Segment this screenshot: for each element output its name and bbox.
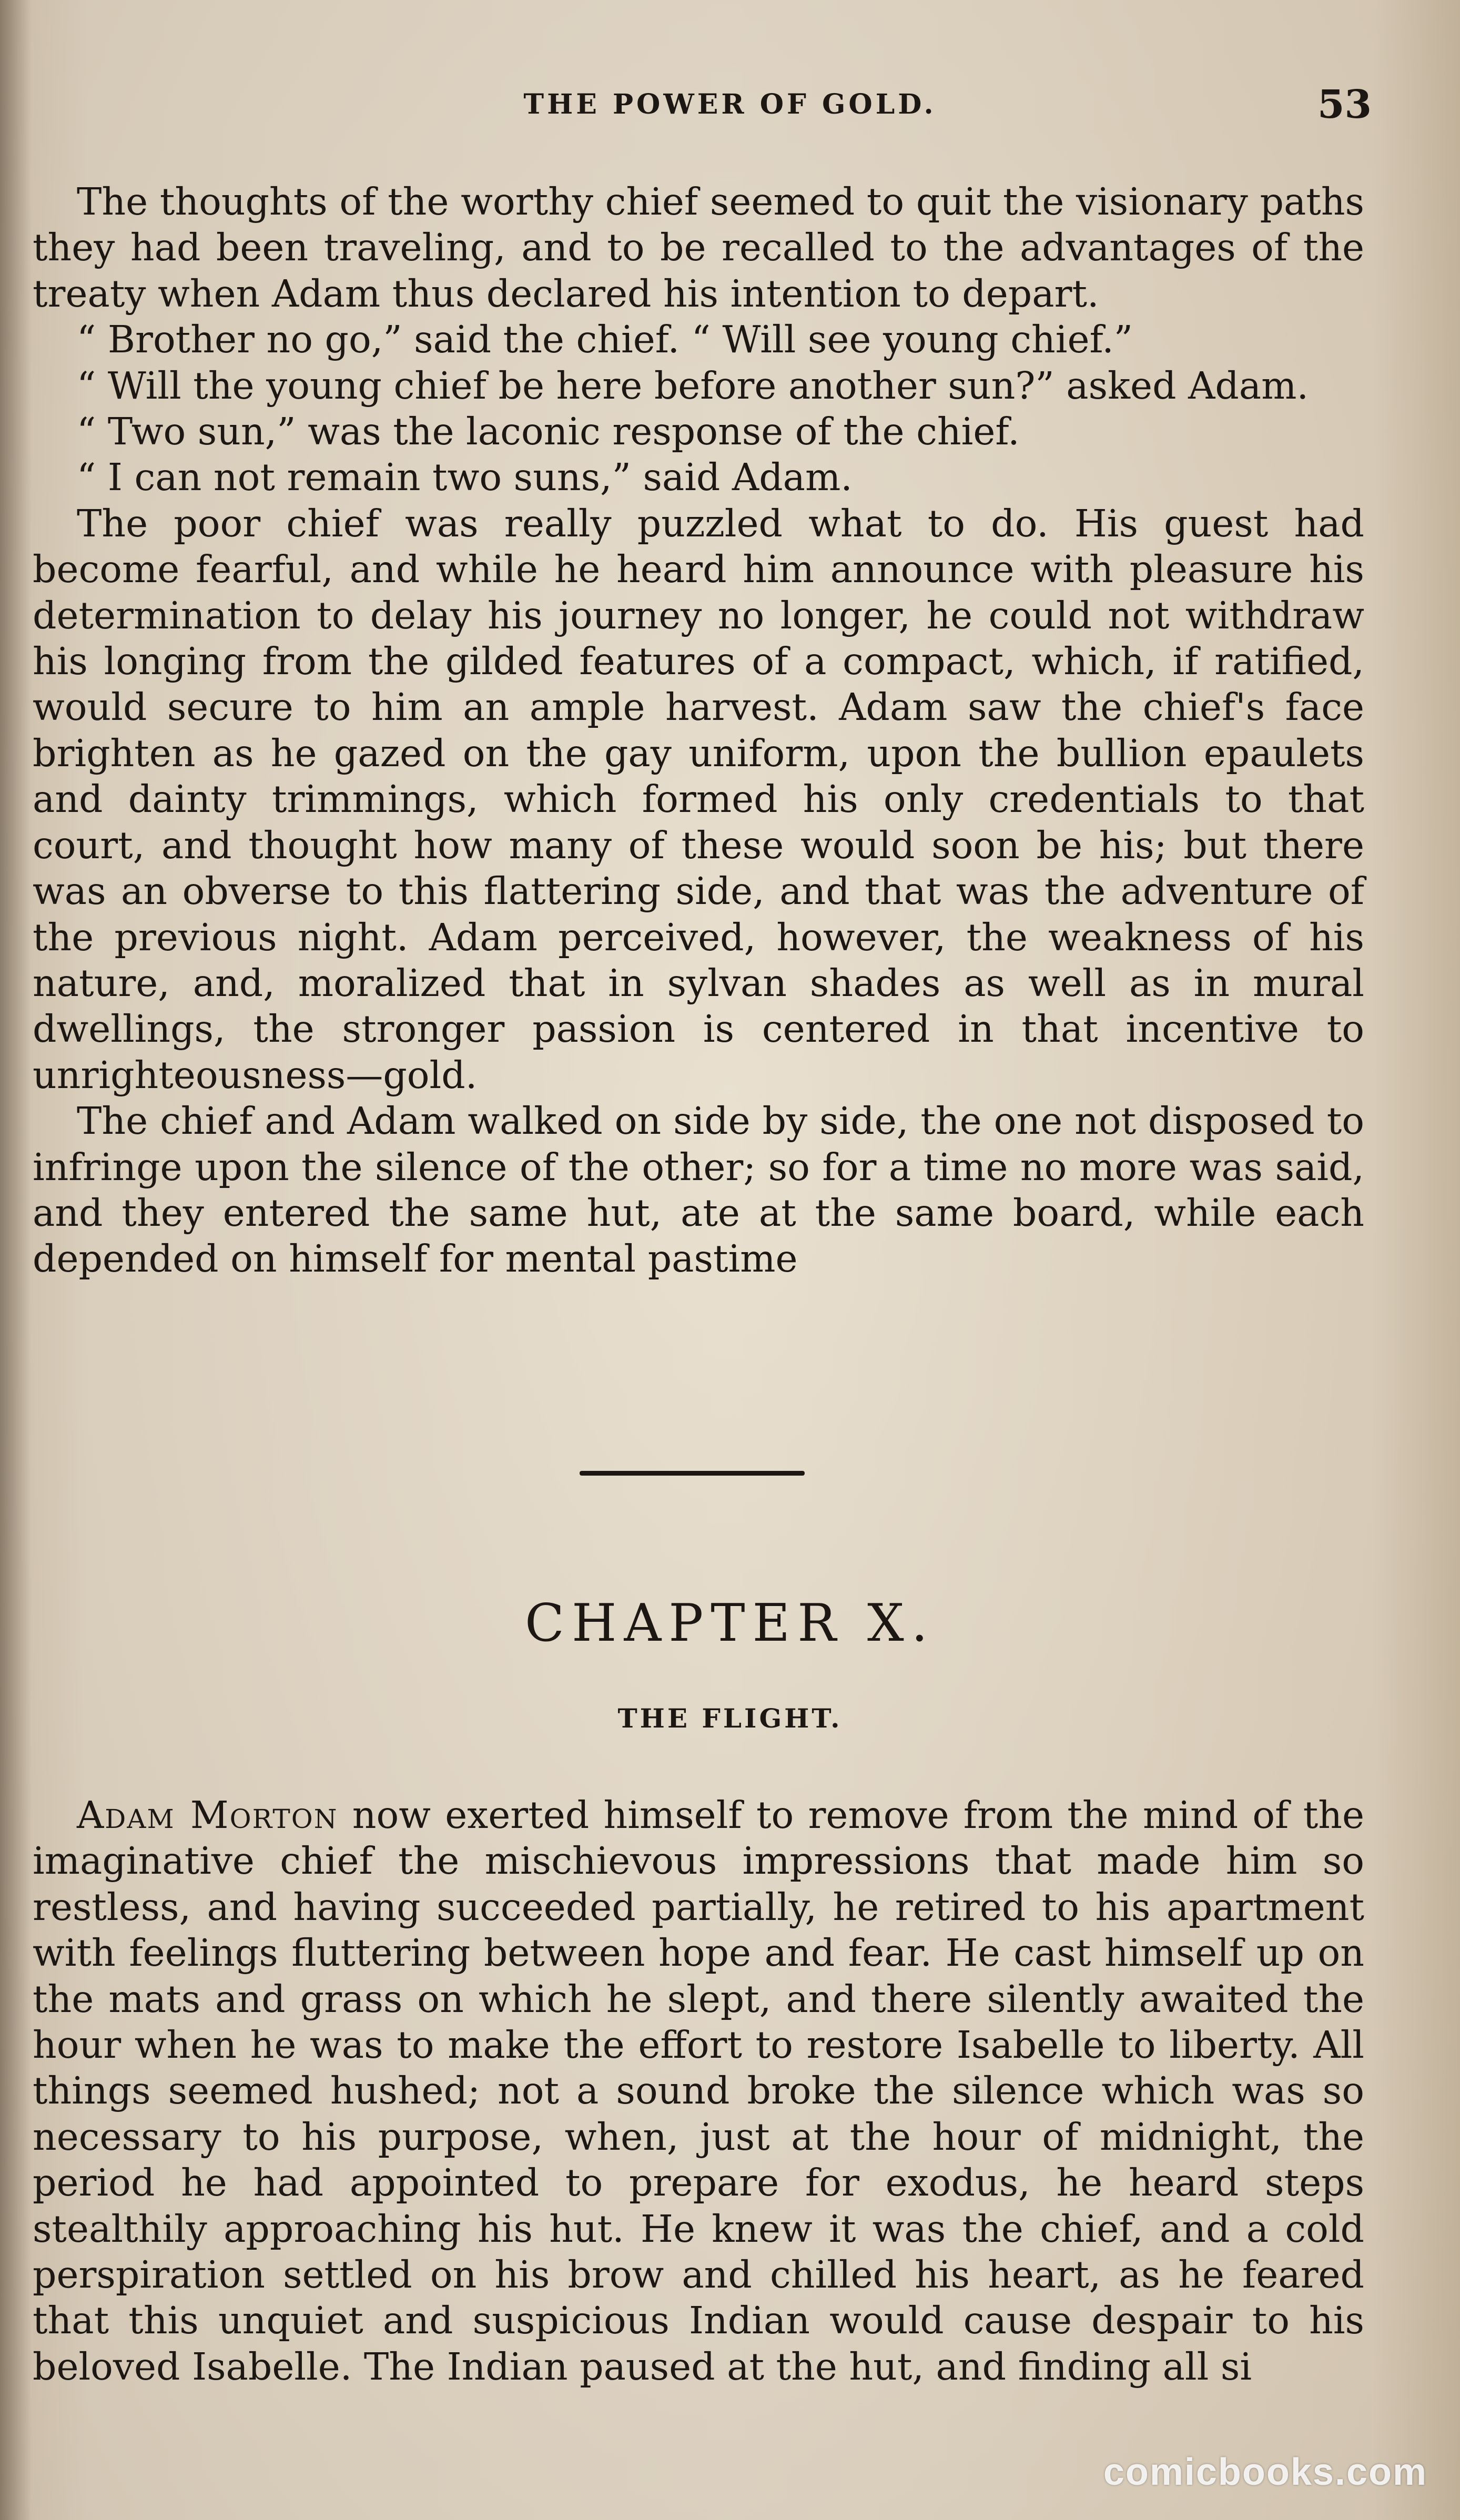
spine-shadow xyxy=(0,0,32,2520)
section-two-text xyxy=(33,1792,1364,2390)
paragraph: “ Brother no go,” said the chief. “ Will see young chief.” xyxy=(77,318,1133,362)
paragraph: “ Will the young chief be here before another sun?” asked Adam. xyxy=(77,363,1309,408)
section-one-text xyxy=(33,179,1364,1282)
paragraph: The poor chief was really puzzled what to do. His guest had become fearful, and while he heard him announce with pleasure his determination to delay his journey no longer, he could not withdraw his longing from the gilded features of a compact, which, if ratified, would secure to him an ample harvest. Adam saw the chief's face brighten as he gazed on the gay uniform, upon the bullion epaulets and dainty trimmings, which formed his only credentials to that court, and thought how many of these would soon be his; but there was an obverse to this flattering side, and that was the adventure of the previous night. Adam perceived, however, the weakness of his nature, and, moralized that in sylvan shades as well as in mural dwellings, the stronger passion is centered in that incentive to unrighteousness—gold. xyxy=(33,501,1364,1097)
paragraph: The chief and Adam walked on side by side, the one not disposed to infringe upon the silence of the other; so for a time no more was said, and they entered the same hut, ate at the same board, while each depended on himself for mental pastime xyxy=(33,1099,1364,1281)
chapter-subtitle: THE FLIGHT. xyxy=(617,1703,843,1734)
paragraph-rest: now exerted himself to remove from the mind of the imaginative chief the mischievous impressions that made him so restless, and having succeeded partially, he retired to his apartment with feelings fluttering between hope and fear. He cast himself up on the mats and grass on which he slept, and there silently awaited the hour when he was to make the effort to restore Isabelle to liberty. All things seemed hushed; not a sound broke the silence which was so necessary to his purpose, when, just at the hour of midnight, the period he had appointed to prepare for exodus, he heard steps stealthily approaching his hut. He knew it was the chief, and a cold perspiration settled on his brow and chilled his heart, as he feared that this unquiet and suspicious Indian would cause despair to his beloved Isabelle. The Indian paused at the hut, and finding all si xyxy=(33,1793,1364,2389)
paragraph: “ I can not remain two suns,” said Adam. xyxy=(77,455,853,500)
section-divider xyxy=(580,1471,805,1476)
running-head xyxy=(0,82,1460,136)
chapter-title: CHAPTER X. xyxy=(525,1593,935,1653)
watermark: comicbooks.com xyxy=(1103,2451,1427,2493)
paragraph: The thoughts of the worthy chief seemed to quit the visionary paths they had been traveling, and to be recalled to the advantages of the treaty when Adam thus declared his intention to depart. xyxy=(33,180,1364,316)
running-title: THE POWER OF GOLD. xyxy=(523,88,937,120)
lead-words: Adam Morton xyxy=(77,1793,338,1837)
paragraph xyxy=(33,1792,1364,2390)
paragraph: “ Two sun,” was the laconic response of the chief. xyxy=(77,410,1020,454)
page-number: 53 xyxy=(1317,82,1372,127)
